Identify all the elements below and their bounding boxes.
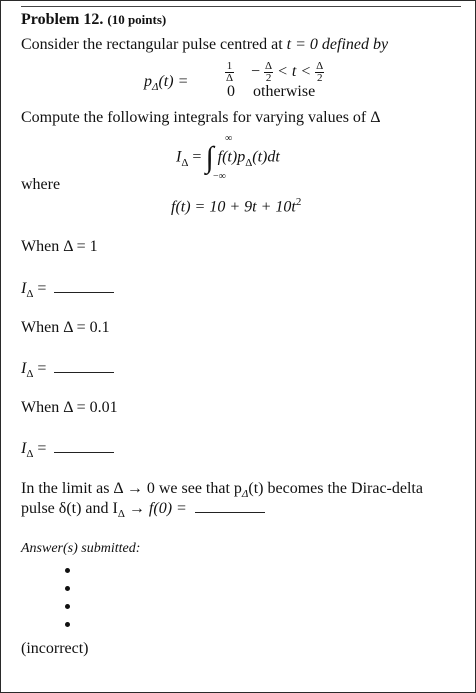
compute-text: Compute the following integrals for varying values of Δ bbox=[21, 109, 381, 126]
pulse-case-value-1: $\frac{1}{\Delta}$ bbox=[226, 60, 234, 84]
limit-text-line-2: pulse δ(t) and $I_\Delta \to f(0)$ = bbox=[21, 500, 265, 520]
pulse-condition-2: otherwise bbox=[253, 83, 316, 100]
pulse-condition-1: − $\frac{\Delta}{2}$ < t < $\frac{\Delta}{2}$ bbox=[251, 60, 324, 84]
answer-blank-3[interactable] bbox=[54, 442, 114, 453]
answer-bullet-4 bbox=[65, 622, 70, 627]
intro-text: Consider the rectangular pulse centred at bbox=[21, 36, 283, 53]
answer-blank-1[interactable] bbox=[54, 282, 114, 293]
answer-blank-2[interactable] bbox=[54, 362, 114, 373]
limit-text-line-1: In the limit as Δ → 0 we see that $p_\Delta(t)$ becomes the Dirac-delta bbox=[21, 480, 423, 501]
answer-bullet-3 bbox=[65, 604, 70, 609]
case-label-3: When Δ = 0.01 bbox=[21, 399, 118, 416]
intro-condition: t = 0 defined by bbox=[286, 36, 389, 53]
case-label-2: When Δ = 0.1 bbox=[21, 319, 110, 336]
integral-lower-limit: −∞ bbox=[213, 171, 226, 182]
case-answer-3: $I_\Delta$ = bbox=[21, 440, 114, 460]
problem-title: Problem 12. bbox=[21, 11, 104, 28]
problem-points: (10 points) bbox=[107, 12, 167, 27]
problem-header bbox=[21, 11, 166, 29]
answer-blank-4[interactable] bbox=[195, 502, 265, 513]
case-label-1: When Δ = 1 bbox=[21, 238, 98, 255]
answer-bullet-2 bbox=[65, 586, 70, 591]
integral-sign: ∫ bbox=[205, 141, 214, 174]
answers-submitted-label: Answer(s) submitted: bbox=[21, 541, 141, 556]
intro-line bbox=[21, 36, 388, 54]
answer-bullet-1 bbox=[65, 568, 70, 573]
pulse-case-value-2: 0 bbox=[227, 83, 235, 100]
case-answer-1: $I_\Delta$ = bbox=[21, 280, 114, 300]
pulse-lhs: $p_\Delta(t)$ = bbox=[144, 73, 189, 94]
top-rule bbox=[21, 6, 461, 7]
function-definition: $f(t) = 10 + 9t + 10t^2$ bbox=[171, 196, 302, 216]
integral-definition: $I_\Delta$ = ∫ $f(t)p_\Delta(t)dt$ bbox=[176, 141, 280, 174]
case-answer-2: $I_\Delta$ = bbox=[21, 360, 114, 380]
submission-status: (incorrect) bbox=[21, 640, 89, 657]
integral-upper-limit: ∞ bbox=[225, 133, 233, 144]
where-label: where bbox=[21, 176, 61, 193]
